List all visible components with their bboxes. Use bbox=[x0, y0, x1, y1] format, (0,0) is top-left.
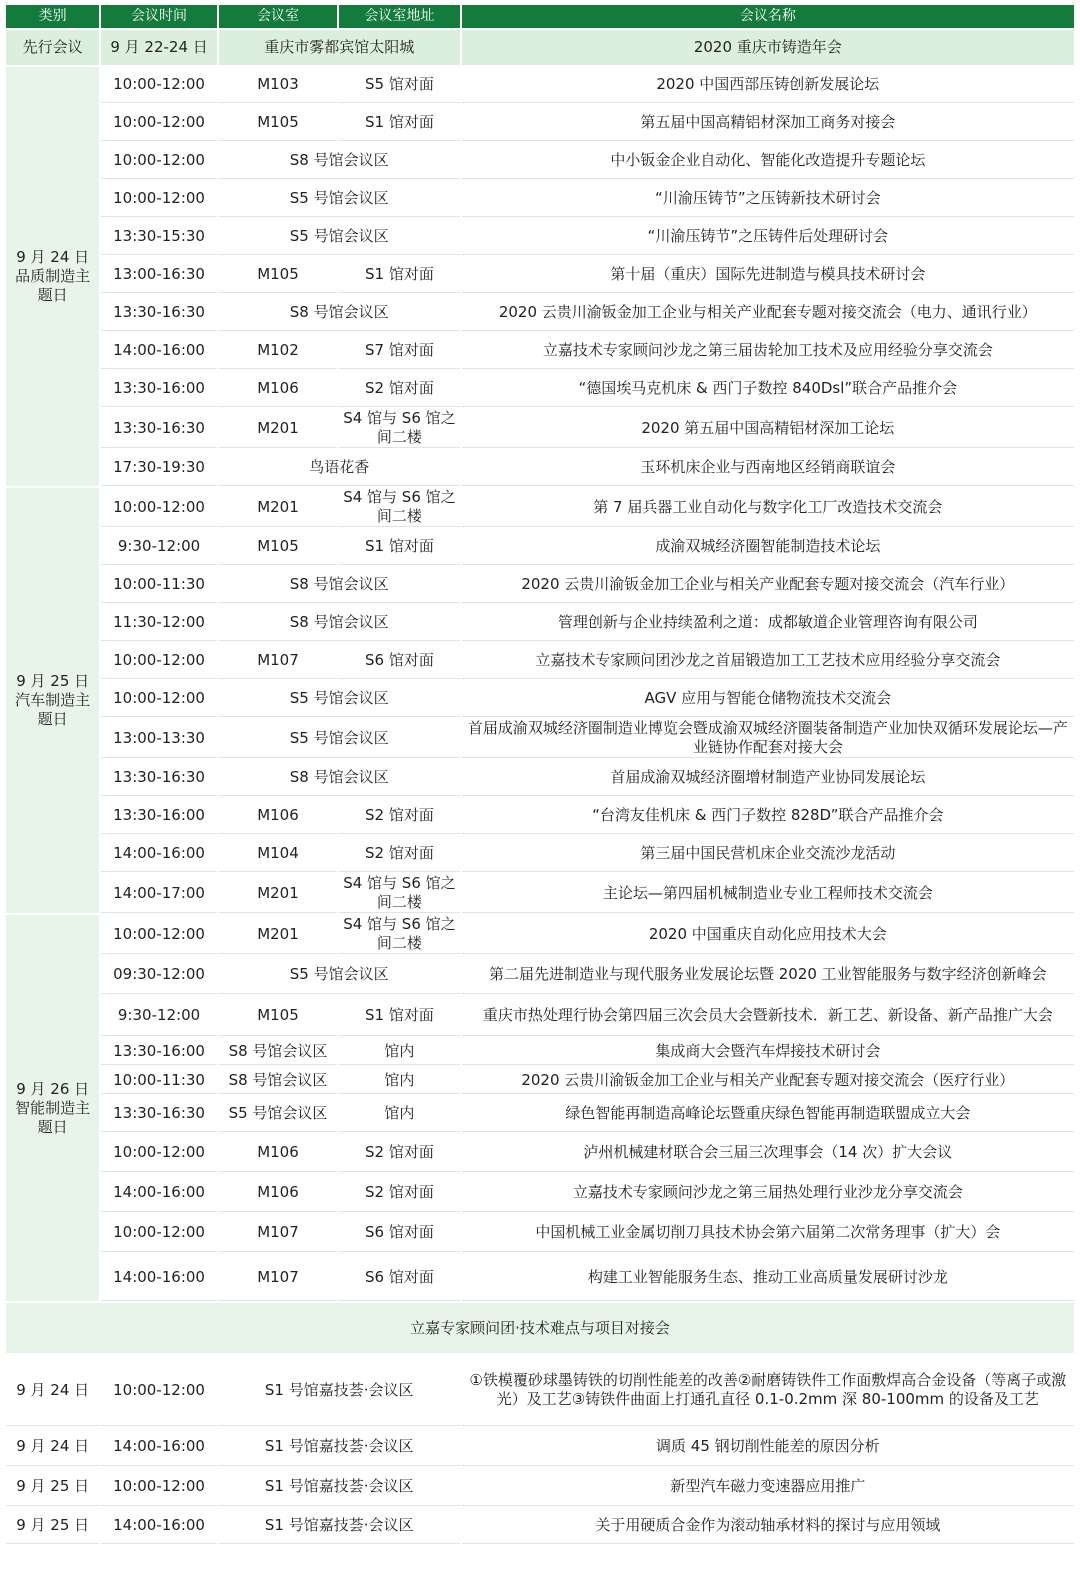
time-cell: 14:00-16:00 bbox=[101, 1254, 216, 1301]
date-cell: 9 月 24 日 bbox=[6, 1355, 99, 1426]
table-row bbox=[6, 1214, 1074, 1252]
day-category-cell: 9 月 26 日 智能制造主 题日 bbox=[6, 915, 99, 1301]
table-row bbox=[6, 1096, 1074, 1132]
address-cell: S1 馆对面 bbox=[339, 105, 459, 141]
meeting-name-cell: 新型汽车磁力变速器应用推广 bbox=[462, 1468, 1074, 1506]
meeting-name-cell: AGV 应用与智能仓储物流技术交流会 bbox=[462, 681, 1074, 717]
meeting-name-cell: 立嘉技术专家顾问团沙龙之首届锻造加工工艺技术应用经验分享交流会 bbox=[462, 643, 1074, 679]
address-cell: S6 馆对面 bbox=[339, 1254, 459, 1301]
date-cell: 9 月 25 日 bbox=[6, 1468, 99, 1506]
time-cell: 09:30-12:00 bbox=[101, 956, 216, 994]
meeting-name-cell: 主论坛—第四届机械制造业专业工程师技术交流会 bbox=[462, 874, 1074, 913]
header-name: 会议名称 bbox=[462, 5, 1074, 28]
meeting-name-cell: 首届成渝双城经济圈增材制造产业协同发展论坛 bbox=[462, 760, 1074, 796]
time-cell: 10:00-12:00 bbox=[101, 915, 216, 954]
table-row bbox=[6, 371, 1074, 407]
venue-cell: S1 号馆嘉技荟·会议区 bbox=[219, 1468, 460, 1506]
time-cell: 10:00-12:00 bbox=[101, 1134, 216, 1172]
header-time: 会议时间 bbox=[101, 5, 216, 28]
table-row bbox=[6, 760, 1074, 796]
time-cell: 10:00-12:00 bbox=[101, 181, 216, 217]
venue-cell: S5 号馆会议区 bbox=[219, 681, 460, 717]
venue-cell: S1 号馆嘉技荟·会议区 bbox=[219, 1508, 460, 1544]
address-cell: S6 馆对面 bbox=[339, 643, 459, 679]
expert-section-title-row bbox=[6, 1303, 1074, 1353]
meeting-name-cell: 第十届（重庆）国际先进制造与模具技术研讨会 bbox=[462, 257, 1074, 293]
time-cell: 13:30-16:30 bbox=[101, 409, 216, 448]
table-row bbox=[6, 257, 1074, 293]
meeting-name-cell: 第二届先进制造业与现代服务业发展论坛暨 2020 工业智能服务与数字经济创新峰会 bbox=[462, 956, 1074, 994]
meeting-name-cell: 立嘉技术专家顾问沙龙之第三届热处理行业沙龙分享交流会 bbox=[462, 1174, 1074, 1212]
address-cell: 馆内 bbox=[339, 1067, 459, 1094]
venue-cell: 重庆市雾都宾馆太阳城 bbox=[219, 30, 460, 65]
room-cell: M106 bbox=[219, 371, 337, 407]
table-row bbox=[6, 529, 1074, 565]
time-cell: 11:30-12:00 bbox=[101, 605, 216, 641]
room-cell: M107 bbox=[219, 643, 337, 679]
venue-cell: S1 号馆嘉技荟·会议区 bbox=[219, 1355, 460, 1426]
meeting-name-cell: ①铁模覆砂球墨铸铁的切削性能差的改善②耐磨铸铁件工作面敷焊高合金设备（等离子或激光）及工艺③铸铁件曲面上打通孔直径 0.1-0.2mm 深 80-100mm 的设备及工艺 bbox=[462, 1355, 1074, 1426]
table-row bbox=[6, 956, 1074, 994]
schedule-body bbox=[6, 30, 1074, 1544]
meeting-name-cell: 2020 云贵川渝钣金加工企业与相关产业配套专题对接交流会（电力、通讯行业） bbox=[462, 295, 1074, 331]
venue-cell: S8 号馆会议区 bbox=[219, 760, 460, 796]
room-cell: M104 bbox=[219, 836, 337, 872]
category-cell: 先行会议 bbox=[6, 30, 99, 65]
table-row bbox=[6, 1174, 1074, 1212]
room-cell: M107 bbox=[219, 1214, 337, 1252]
address-cell: S6 馆对面 bbox=[339, 1214, 459, 1252]
meeting-name-cell: 2020 中国重庆自动化应用技术大会 bbox=[462, 915, 1074, 954]
time-cell: 14:00-16:00 bbox=[101, 1508, 216, 1544]
venue-cell: S8 号馆会议区 bbox=[219, 605, 460, 641]
date-cell: 9 月 25 日 bbox=[6, 1508, 99, 1544]
time-cell: 10:00-12:00 bbox=[101, 1214, 216, 1252]
room-cell: M105 bbox=[219, 529, 337, 565]
address-cell: S2 馆对面 bbox=[339, 1134, 459, 1172]
room-cell: M107 bbox=[219, 1254, 337, 1301]
address-cell: S2 馆对面 bbox=[339, 836, 459, 872]
table-row bbox=[6, 681, 1074, 717]
expert-row bbox=[6, 1355, 1074, 1426]
venue-cell: S8 号馆会议区 bbox=[219, 295, 460, 331]
meeting-name-cell: 中国机械工业金属切削刀具技术协会第六届第二次常务理事（扩大）会 bbox=[462, 1214, 1074, 1252]
table-row bbox=[6, 333, 1074, 369]
time-cell: 10:00-12:00 bbox=[101, 1468, 216, 1506]
meeting-name-cell: 调质 45 钢切削性能差的原因分析 bbox=[462, 1428, 1074, 1466]
header-category: 类别 bbox=[6, 5, 99, 28]
room-cell: M106 bbox=[219, 1134, 337, 1172]
venue-cell: 鸟语花香 bbox=[219, 450, 460, 486]
time-cell: 14:00-16:00 bbox=[101, 333, 216, 369]
expert-section-title: 立嘉专家顾问团·技术难点与项目对接会 bbox=[6, 1303, 1074, 1353]
table-row bbox=[6, 605, 1074, 641]
time-cell: 13:30-16:00 bbox=[101, 798, 216, 834]
meeting-name-cell: 管理创新与企业持续盈利之道：成都敏道企业管理咨询有限公司 bbox=[462, 605, 1074, 641]
room-cell: M105 bbox=[219, 257, 337, 293]
time-cell: 14:00-16:00 bbox=[101, 836, 216, 872]
meeting-name-cell: 第三届中国民营机床企业交流沙龙活动 bbox=[462, 836, 1074, 872]
time-cell: 13:30-16:30 bbox=[101, 760, 216, 796]
table-row bbox=[6, 874, 1074, 913]
time-cell: 10:00-12:00 bbox=[101, 643, 216, 679]
venue-cell: S5 号馆会议区 bbox=[219, 219, 460, 255]
meeting-name-cell: 2020 第五届中国高精铝材深加工论坛 bbox=[462, 409, 1074, 448]
table-row bbox=[6, 996, 1074, 1036]
time-cell: 10:00-12:00 bbox=[101, 488, 216, 527]
meeting-name-cell: “德国埃马克机床 & 西门子数控 840Dsl”联合产品推介会 bbox=[462, 371, 1074, 407]
address-cell: S4 馆与 S6 馆之间二楼 bbox=[339, 488, 459, 527]
table-row bbox=[6, 488, 1074, 527]
header-room: 会议室 bbox=[219, 5, 337, 28]
meeting-name-cell: “台湾友佳机床 & 西门子数控 828D”联合产品推介会 bbox=[462, 798, 1074, 834]
meeting-name-cell: 中小钣金企业自动化、智能化改造提升专题论坛 bbox=[462, 143, 1074, 179]
address-cell: S1 馆对面 bbox=[339, 996, 459, 1036]
venue-cell: S5 号馆会议区 bbox=[219, 181, 460, 217]
table-row bbox=[6, 798, 1074, 834]
table-row bbox=[6, 1134, 1074, 1172]
time-cell: 14:00-16:00 bbox=[101, 1428, 216, 1466]
time-cell: 13:30-16:00 bbox=[101, 1038, 216, 1065]
meeting-name-cell: 关于用硬质合金作为滚动轴承材料的探讨与应用领域 bbox=[462, 1508, 1074, 1544]
meeting-name-cell: 集成商大会暨汽车焊接技术研讨会 bbox=[462, 1038, 1074, 1065]
time-cell: 13:30-16:30 bbox=[101, 295, 216, 331]
day-category-cell: 9 月 24 日 品质制造主 题日 bbox=[6, 67, 99, 486]
venue-cell: S5 号馆会议区 bbox=[219, 956, 460, 994]
table-row bbox=[6, 567, 1074, 603]
venue-cell: S1 号馆嘉技荟·会议区 bbox=[219, 1428, 460, 1466]
conference-schedule-table bbox=[4, 3, 1076, 1546]
time-cell: 9:30-12:00 bbox=[101, 996, 216, 1036]
time-cell: 10:00-12:00 bbox=[101, 1355, 216, 1426]
meeting-name-cell: 2020 重庆市铸造年会 bbox=[462, 30, 1074, 65]
table-row bbox=[6, 67, 1074, 103]
table-row bbox=[6, 1254, 1074, 1301]
room-cell: S8 号馆会议区 bbox=[219, 1067, 337, 1094]
address-cell: 馆内 bbox=[339, 1096, 459, 1132]
room-cell: M106 bbox=[219, 1174, 337, 1212]
date-cell: 9 月 24 日 bbox=[6, 1428, 99, 1466]
time-cell: 9 月 22-24 日 bbox=[101, 30, 216, 65]
room-cell: M201 bbox=[219, 409, 337, 448]
time-cell: 14:00-16:00 bbox=[101, 1174, 216, 1212]
expert-row bbox=[6, 1508, 1074, 1544]
room-cell: M106 bbox=[219, 798, 337, 834]
meeting-name-cell: 第 7 届兵器工业自动化与数字化工厂改造技术交流会 bbox=[462, 488, 1074, 527]
meeting-name-cell: 第五届中国高精铝材深加工商务对接会 bbox=[462, 105, 1074, 141]
table-row bbox=[6, 295, 1074, 331]
meeting-name-cell: 重庆市热处理行协会第四届三次会员大会暨新技术．新工艺、新设备、新产品推广大会 bbox=[462, 996, 1074, 1036]
address-cell: S4 馆与 S6 馆之间二楼 bbox=[339, 874, 459, 913]
table-row bbox=[6, 181, 1074, 217]
room-cell: M105 bbox=[219, 105, 337, 141]
table-row bbox=[6, 143, 1074, 179]
meeting-name-cell: 泸州机械建材联合会三届三次理事会（14 次）扩大会议 bbox=[462, 1134, 1074, 1172]
address-cell: S4 馆与 S6 馆之间二楼 bbox=[339, 409, 459, 448]
time-cell: 9:30-12:00 bbox=[101, 529, 216, 565]
address-cell: S7 馆对面 bbox=[339, 333, 459, 369]
time-cell: 13:00-16:30 bbox=[101, 257, 216, 293]
time-cell: 10:00-12:00 bbox=[101, 143, 216, 179]
venue-cell: S5 号馆会议区 bbox=[219, 719, 460, 758]
table-row bbox=[6, 719, 1074, 758]
time-cell: 10:00-11:30 bbox=[101, 567, 216, 603]
time-cell: 13:30-15:30 bbox=[101, 219, 216, 255]
table-row bbox=[6, 1038, 1074, 1065]
meeting-name-cell: 2020 中国西部压铸创新发展论坛 bbox=[462, 67, 1074, 103]
expert-row bbox=[6, 1428, 1074, 1466]
meeting-name-cell: 构建工业智能服务生态、推动工业高质量发展研讨沙龙 bbox=[462, 1254, 1074, 1301]
meeting-name-cell: “川渝压铸节”之压铸件后处理研讨会 bbox=[462, 219, 1074, 255]
expert-row bbox=[6, 1468, 1074, 1506]
room-cell: M105 bbox=[219, 996, 337, 1036]
table-row bbox=[6, 450, 1074, 486]
time-cell: 13:00-13:30 bbox=[101, 719, 216, 758]
time-cell: 10:00-12:00 bbox=[101, 681, 216, 717]
meeting-name-cell: 玉环机床企业与西南地区经销商联谊会 bbox=[462, 450, 1074, 486]
address-cell: S1 馆对面 bbox=[339, 257, 459, 293]
room-cell: M201 bbox=[219, 488, 337, 527]
address-cell: S2 馆对面 bbox=[339, 371, 459, 407]
venue-cell: S8 号馆会议区 bbox=[219, 567, 460, 603]
table-row bbox=[6, 1067, 1074, 1094]
table-row bbox=[6, 643, 1074, 679]
room-cell: S8 号馆会议区 bbox=[219, 1038, 337, 1065]
time-cell: 14:00-17:00 bbox=[101, 874, 216, 913]
time-cell: 10:00-11:30 bbox=[101, 1067, 216, 1094]
room-cell: S5 号馆会议区 bbox=[219, 1096, 337, 1132]
day-category-cell: 9 月 25 日 汽车制造主 题日 bbox=[6, 488, 99, 913]
table-row bbox=[6, 409, 1074, 448]
header-address: 会议室地址 bbox=[339, 5, 459, 28]
address-cell: S2 馆对面 bbox=[339, 798, 459, 834]
address-cell: S1 馆对面 bbox=[339, 529, 459, 565]
pre-meeting-row bbox=[6, 30, 1074, 65]
address-cell: S5 馆对面 bbox=[339, 67, 459, 103]
room-cell: M102 bbox=[219, 333, 337, 369]
time-cell: 17:30-19:30 bbox=[101, 450, 216, 486]
table-row bbox=[6, 915, 1074, 954]
venue-cell: S8 号馆会议区 bbox=[219, 143, 460, 179]
header-row bbox=[6, 5, 1074, 28]
time-cell: 10:00-12:00 bbox=[101, 105, 216, 141]
meeting-name-cell: 绿色智能再制造高峰论坛暨重庆绿色智能再制造联盟成立大会 bbox=[462, 1096, 1074, 1132]
room-cell: M201 bbox=[219, 874, 337, 913]
address-cell: 馆内 bbox=[339, 1038, 459, 1065]
meeting-name-cell: 立嘉技术专家顾问沙龙之第三届齿轮加工技术及应用经验分享交流会 bbox=[462, 333, 1074, 369]
room-cell: M103 bbox=[219, 67, 337, 103]
room-cell: M201 bbox=[219, 915, 337, 954]
meeting-name-cell: 2020 云贵川渝钣金加工企业与相关产业配套专题对接交流会（汽车行业） bbox=[462, 567, 1074, 603]
address-cell: S4 馆与 S6 馆之间二楼 bbox=[339, 915, 459, 954]
meeting-name-cell: 成渝双城经济圈智能制造技术论坛 bbox=[462, 529, 1074, 565]
time-cell: 10:00-12:00 bbox=[101, 67, 216, 103]
table-row bbox=[6, 105, 1074, 141]
time-cell: 13:30-16:00 bbox=[101, 371, 216, 407]
meeting-name-cell: “川渝压铸节”之压铸新技术研讨会 bbox=[462, 181, 1074, 217]
meeting-name-cell: 2020 云贵川渝钣金加工企业与相关产业配套专题对接交流会（医疗行业） bbox=[462, 1067, 1074, 1094]
table-row bbox=[6, 836, 1074, 872]
address-cell: S2 馆对面 bbox=[339, 1174, 459, 1212]
table-row bbox=[6, 219, 1074, 255]
meeting-name-cell: 首届成渝双城经济圈制造业博览会暨成渝双城经济圈装备制造产业加快双循环发展论坛—产业链协作配套对接大会 bbox=[462, 719, 1074, 758]
time-cell: 13:30-16:30 bbox=[101, 1096, 216, 1132]
